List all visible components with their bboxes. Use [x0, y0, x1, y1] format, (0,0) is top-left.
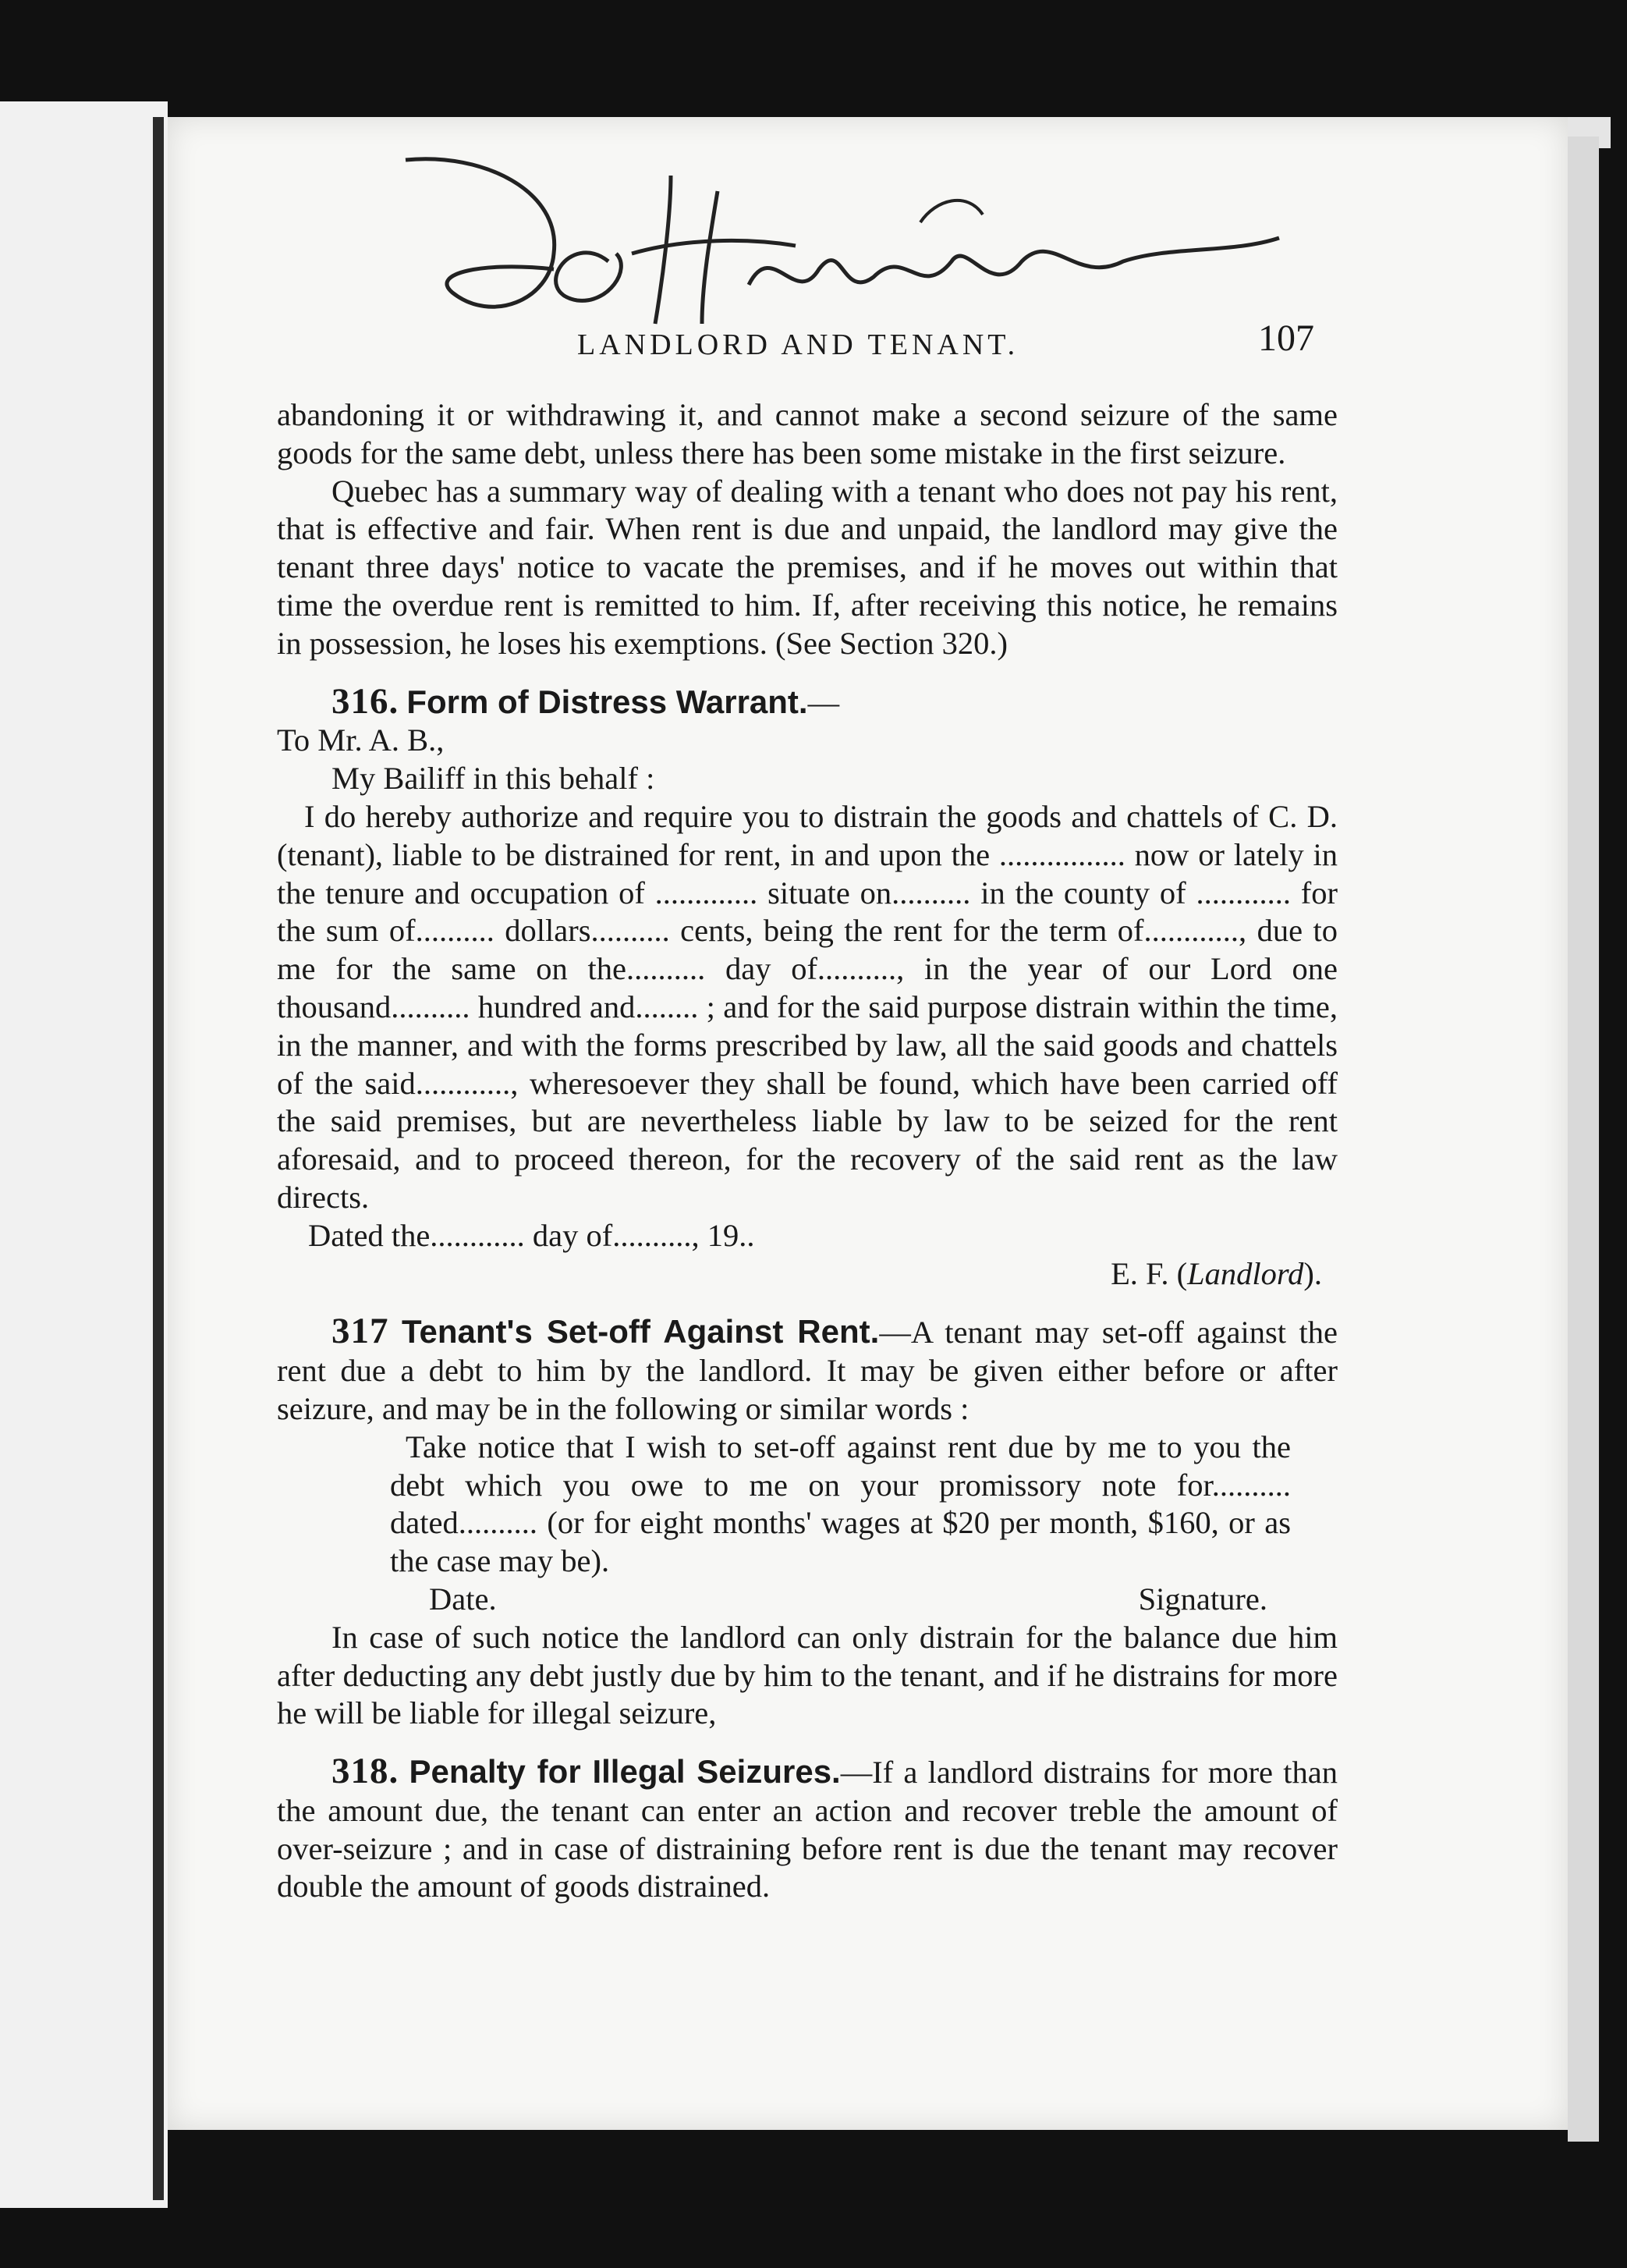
date-label: Date.	[429, 1581, 497, 1617]
signatory-name: E. F. (	[1111, 1255, 1188, 1291]
signatory-close: ).	[1303, 1255, 1322, 1291]
section-title: Tenant's Set-off Against Rent.	[401, 1313, 880, 1351]
set-off-notice	[277, 1429, 1338, 1581]
notice-text: Take notice that I wish to set-off against rent due by me to you the debt which you owe to me on your promissory note for.......... dated.......... (or for eight months' wages at $20 per month, $160, or as the case may be).	[390, 1429, 1291, 1579]
section-316-heading	[277, 680, 1338, 722]
page-right-edge	[1568, 137, 1599, 2142]
paragraph: Quebec has a summary way of dealing with a tenant who does not pay his rent, that is effective and fair. When rent is due and unpaid, the landlord may give the tenant three days' notice to vacate the premises, and if he moves out within that time the overdue rent is remitted to him. If, after receiving this notice, he remains in possession, he loses his exemptions. (See Section 320.)	[277, 473, 1338, 661]
facing-page	[0, 101, 168, 2208]
section-number: 318.	[331, 1751, 399, 1792]
page-gutter	[153, 117, 164, 2200]
warrant-text: I do hereby authorize and require you to distrain the goods and chattels of C. D. (tenant), liable to be distrained for rent, in and upon the ................ now or lately in the tenure and occupation of ............. situate on.......... in the county of ............ for the sum of.......... dollars.......... cents, being the rent for the term of............, due to me for the same on the.......... day of.........., in the year of our Lord one thousand.......... hundred and........ ; and for the said purpose distrain within the time, in the manner, and with the forms prescribed by law, all the said goods and chattels of the said............, wheresoever they shall be found, which have been carried off the said premises, but are nevertheless liable by law to be seized for the rent aforesaid, and to proceed thereon, for the recovery of the said rent as the law directs.	[277, 798, 1338, 1215]
paragraph: abandoning it or withdrawing it, and cannot make a second seizure of the same goods for the same debt, unless there has been some mistake in the first seizure.	[277, 397, 1338, 470]
section-number: 316.	[331, 680, 399, 722]
section-title: Form of Distress Warrant.	[406, 683, 808, 720]
running-head: LANDLORD AND TENANT.	[577, 328, 1019, 361]
page-body	[277, 396, 1338, 1906]
signature-label: Signature.	[1138, 1581, 1267, 1617]
page-number: 107	[1258, 318, 1314, 359]
warrant-body	[277, 798, 1338, 1217]
page-header	[281, 318, 1314, 382]
section-number: 317	[331, 1311, 389, 1352]
signatory-role: Landlord	[1187, 1255, 1304, 1291]
paragraph: In case of such notice the landlord can only distrain for the balance due him after deducting any debt justly due by him to the tenant, and if he distrains for more he will be liable for illegal seizure,	[277, 1619, 1338, 1731]
section-title: Penalty for Illegal Seizures.	[409, 1753, 841, 1791]
section-intro: —A tenant may set-off against the rent due a debt to him by the landlord. It may be given either before or after seizure, and may be in the following or similar words :	[277, 1315, 1338, 1426]
warrant-dated-line: Dated the............ day of.........., 19..	[308, 1217, 755, 1253]
section-body: —If a landlord distrains for more than the amount due, the tenant can enter an action and recover treble the amount of over-seizure ; and in case of distraining before rent is due the tenant may recover double the amount of goods distrained.	[277, 1755, 1338, 1904]
section-317-heading	[277, 1312, 1338, 1428]
notice-signature-line	[277, 1581, 1338, 1619]
section-dash: —	[807, 684, 840, 720]
warrant-addressee: To Mr. A. B.,	[277, 722, 445, 758]
warrant-salutation: My Bailiff in this behalf :	[331, 761, 655, 797]
warrant-signature	[277, 1255, 1338, 1294]
section-318-heading	[277, 1752, 1338, 1906]
handwritten-signature	[374, 144, 1295, 347]
